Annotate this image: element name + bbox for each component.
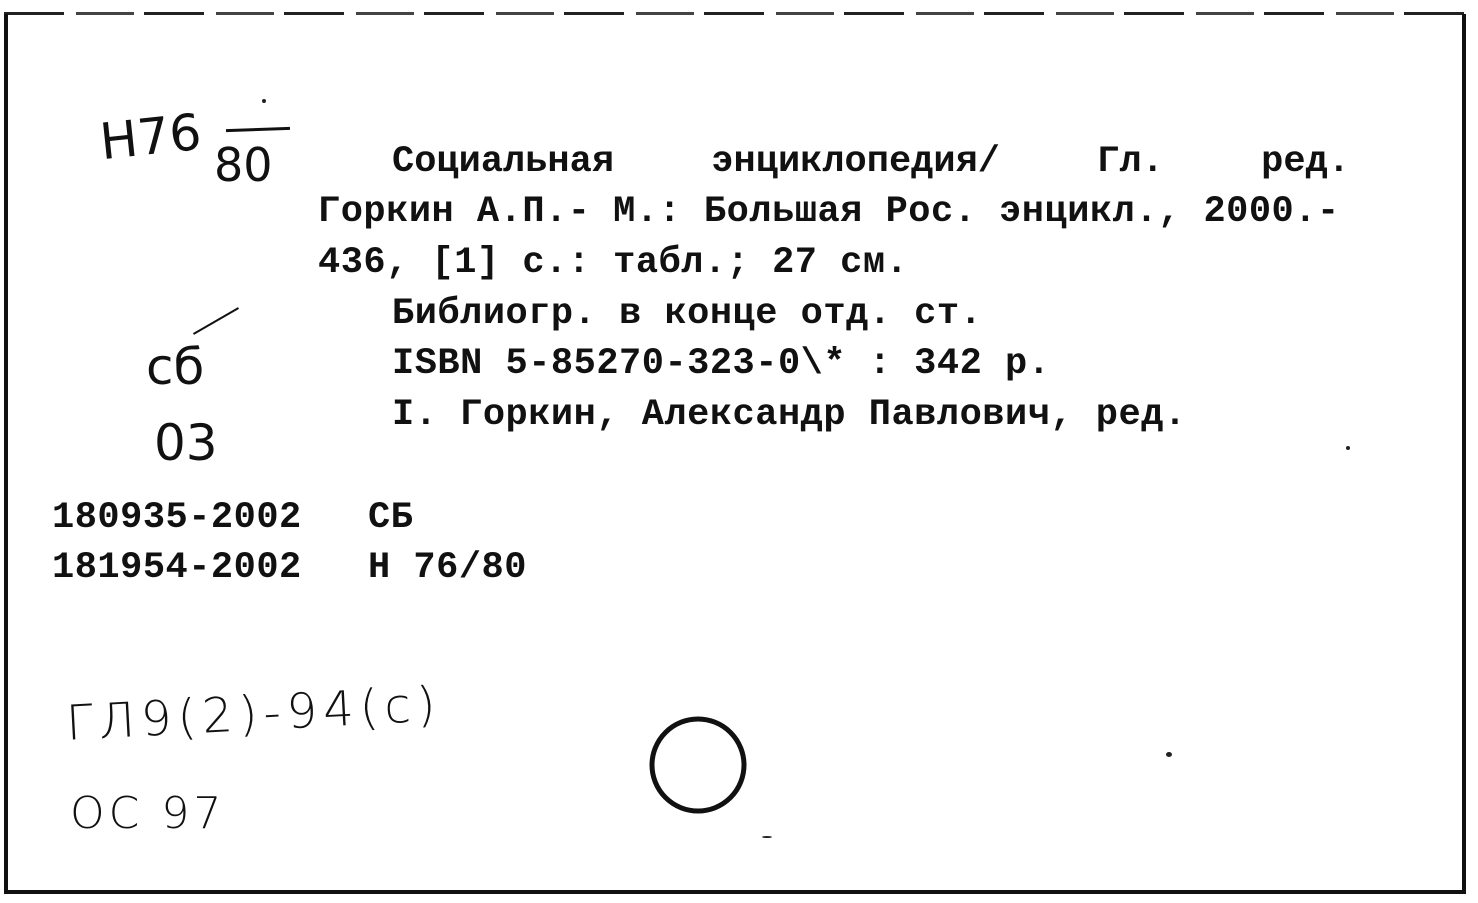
holding-number-1: 180935-2002 xyxy=(52,497,302,539)
handwritten-classification: ГЛ9(2)-94(с) xyxy=(64,676,443,752)
handwritten-o3: 03 xyxy=(154,414,218,472)
call-number-bottom: 80 xyxy=(214,138,273,192)
speck xyxy=(762,836,772,838)
holding-location-2: Н 76/80 xyxy=(368,547,527,589)
entry-title-word-4: ред. xyxy=(1261,141,1350,183)
speck xyxy=(1346,446,1350,450)
entry-line-2: Горкин А.П.- М.: Большая Рос. энцикл., 2000.- xyxy=(318,191,1340,233)
speck xyxy=(262,99,266,103)
entry-title-word-3: Гл. xyxy=(1097,141,1164,183)
punch-hole-icon xyxy=(645,710,755,820)
entry-line-1 xyxy=(392,141,1350,183)
speck xyxy=(1166,752,1172,757)
entry-line-3: 436, [1] с.: табл.; 27 см. xyxy=(318,242,909,284)
entry-isbn: ISBN 5-85270-323-0\* : 342 р. xyxy=(392,343,1051,385)
call-number-top: H76 xyxy=(97,102,204,172)
entry-title-word-2: энциклопедия/ xyxy=(711,141,1000,183)
handwritten-sb: сб xyxy=(146,338,205,396)
entry-added-entry: I. Горкин, Александр Павлович, ред. xyxy=(392,394,1187,436)
handwritten-os: ОС 97 xyxy=(70,788,226,839)
holding-number-2: 181954-2002 xyxy=(52,547,302,589)
holding-location-1: СБ xyxy=(368,497,414,539)
entry-title-word-1: Социальная xyxy=(392,141,615,183)
entry-note: Библиогр. в конце отд. ст. xyxy=(392,293,983,335)
